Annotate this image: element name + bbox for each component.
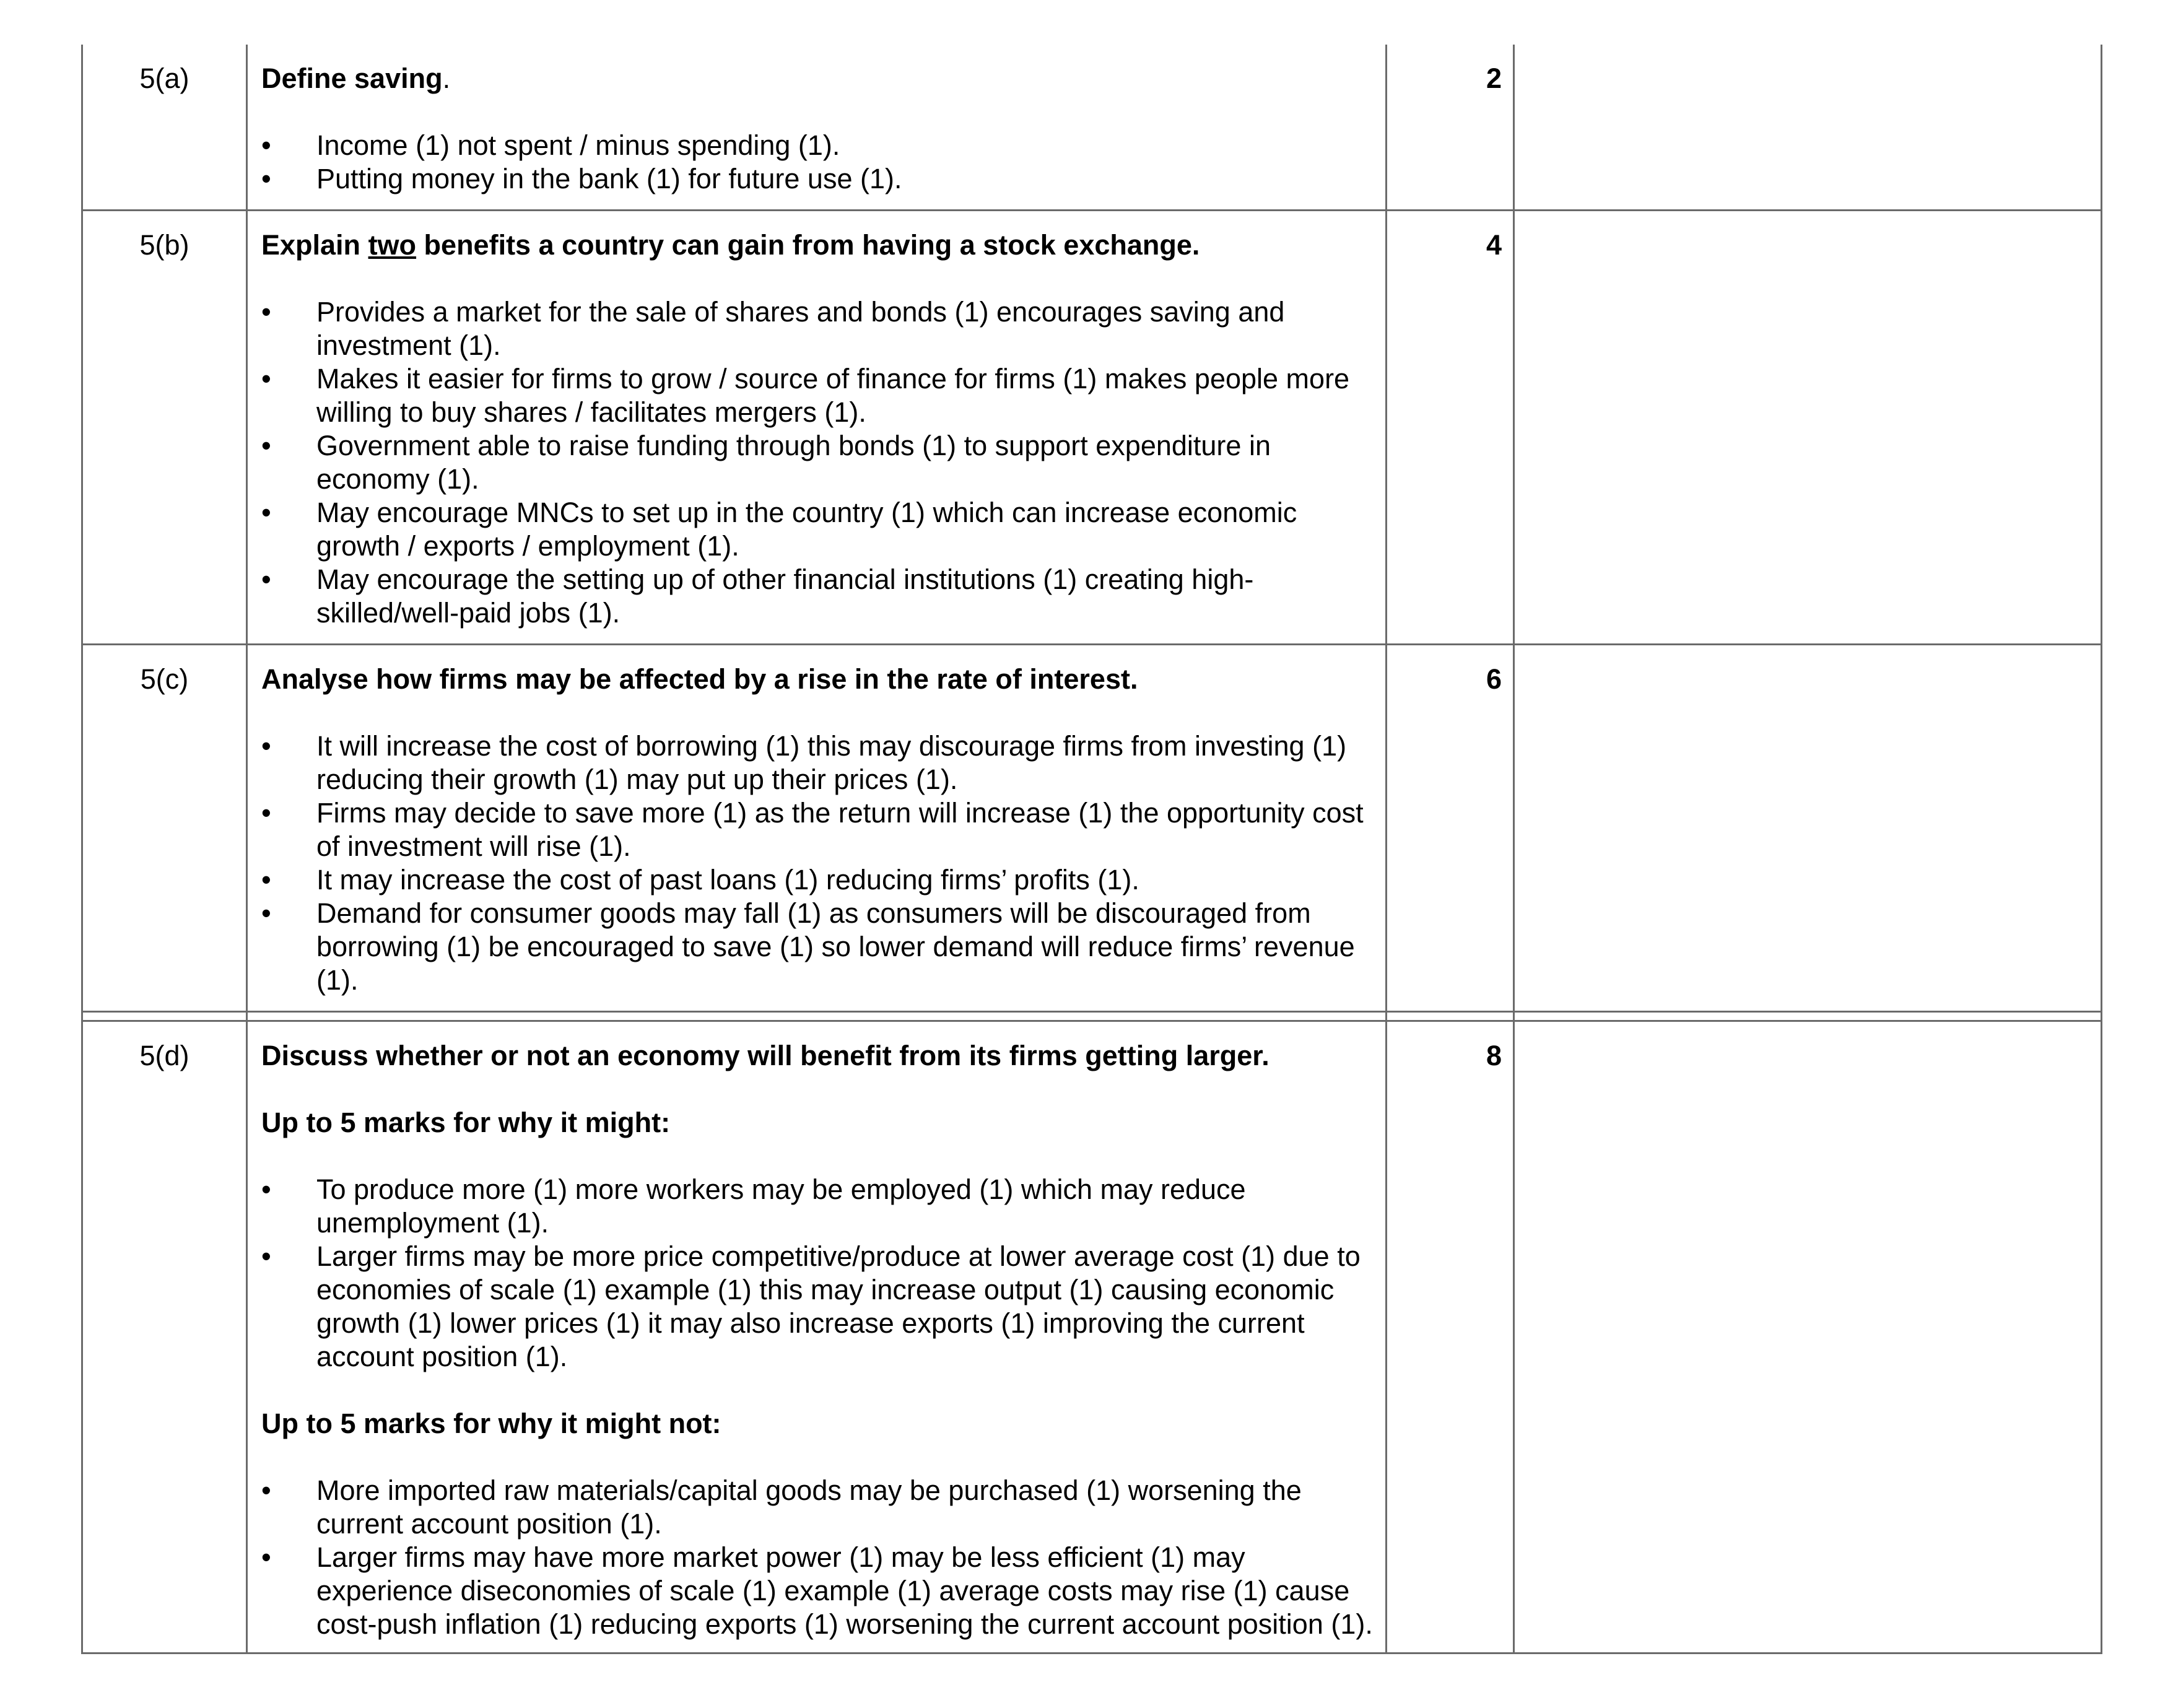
list-item: • Income (1) not spent / minus spending (1). [261,129,1373,162]
question-number: 5(b) [82,211,247,645]
marks-cell: 4 [1387,211,1514,645]
mark-scheme-table-container [81,45,2101,1654]
table-row-5a [82,45,2102,211]
mark-scheme-table [81,45,2102,1654]
table-divider-row [82,1012,2102,1021]
answer-cell [247,1021,1387,1654]
question-text-part: Explain [261,229,368,261]
list-item: • Putting money in the bank (1) for future use (1). [261,162,1373,196]
list-item: • More imported raw materials/capital goods may be purchased (1) worsening the current account position (1). [261,1474,1373,1541]
divider-cell [82,1012,247,1021]
marks-cell: 6 [1387,645,1514,1012]
question-text [261,229,1373,262]
guidance-cell [1514,645,2102,1012]
question-text-period: . [442,63,451,94]
answer-points [261,730,1373,997]
question-text-underlined: two [368,229,417,261]
list-item: • Provides a market for the sale of shares and bonds (1) encourages saving and investment (1). [261,295,1373,362]
marks-cell: 2 [1387,45,1514,211]
answer-points [261,129,1373,196]
list-item: • Larger firms may have more market power (1) may be less efficient (1) may experience diseconomies of scale (1) example (1) average costs may rise (1) cause cost-push inflation (1) reducing exports (1) worsening the current account position (1). [261,1541,1373,1641]
list-item: • Firms may decide to save more (1) as the return will increase (1) the opportunity cost of investment will rise (1). [261,796,1373,863]
question-text-part: benefits a country can gain from having a stock exchange. [416,229,1200,261]
list-item: • Demand for consumer goods may fall (1) as consumers will be discouraged from borrowing (1) be encouraged to save (1) so lower demand will reduce firms’ revenue (1). [261,897,1373,997]
guidance-cell [1514,45,2102,211]
list-item: • May encourage MNCs to set up in the country (1) which can increase economic growth / exports / employment (1). [261,496,1373,563]
list-item: • Makes it easier for firms to grow / source of finance for firms (1) makes people more willing to buy shares / facilitates mergers (1). [261,362,1373,429]
question-text-bold: Define saving [261,63,443,94]
list-item: • To produce more (1) more workers may be employed (1) which may reduce unemployment (1). [261,1173,1373,1240]
list-item: • Larger firms may be more price competitive/produce at lower average cost (1) due to economies of scale (1) example (1) this may increase output (1) causing economic growth (1) lower prices (1) it may also increase exports (1) improving the current account position (1). [261,1240,1373,1374]
answer-points [261,295,1373,630]
answer-cell [247,645,1387,1012]
divider-cell [1387,1012,1514,1021]
table-row-5b [82,211,2102,645]
answer-points-might-not [261,1474,1373,1641]
subheading-might-not: Up to 5 marks for why it might not: [261,1408,721,1439]
divider-cell [247,1012,1387,1021]
list-item: • It will increase the cost of borrowing (1) this may discourage firms from investing (1) reducing their growth (1) may put up their prices (1). [261,730,1373,796]
table-row-5d [82,1021,2102,1654]
list-item: • It may increase the cost of past loans (1) reducing firms’ profits (1). [261,863,1373,897]
list-item: • May encourage the setting up of other financial institutions (1) creating high-skilled/well-paid jobs (1). [261,563,1373,630]
guidance-cell [1514,211,2102,645]
divider-cell [1514,1012,2102,1021]
subheading-might: Up to 5 marks for why it might: [261,1107,671,1138]
question-number: 5(d) [82,1021,247,1654]
answer-cell [247,45,1387,211]
question-text: Discuss whether or not an economy will benefit from its firms getting larger. [261,1040,1269,1071]
guidance-cell [1514,1021,2102,1654]
answer-cell [247,211,1387,645]
question-text: Analyse how firms may be affected by a rise in the rate of interest. [261,663,1138,695]
marks-cell: 8 [1387,1021,1514,1654]
table-row-5c [82,645,2102,1012]
question-number: 5(a) [82,45,247,211]
question-text [261,62,1373,95]
question-number: 5(c) [82,645,247,1012]
list-item: • Government able to raise funding through bonds (1) to support expenditure in economy (1). [261,429,1373,496]
answer-points-might [261,1173,1373,1374]
